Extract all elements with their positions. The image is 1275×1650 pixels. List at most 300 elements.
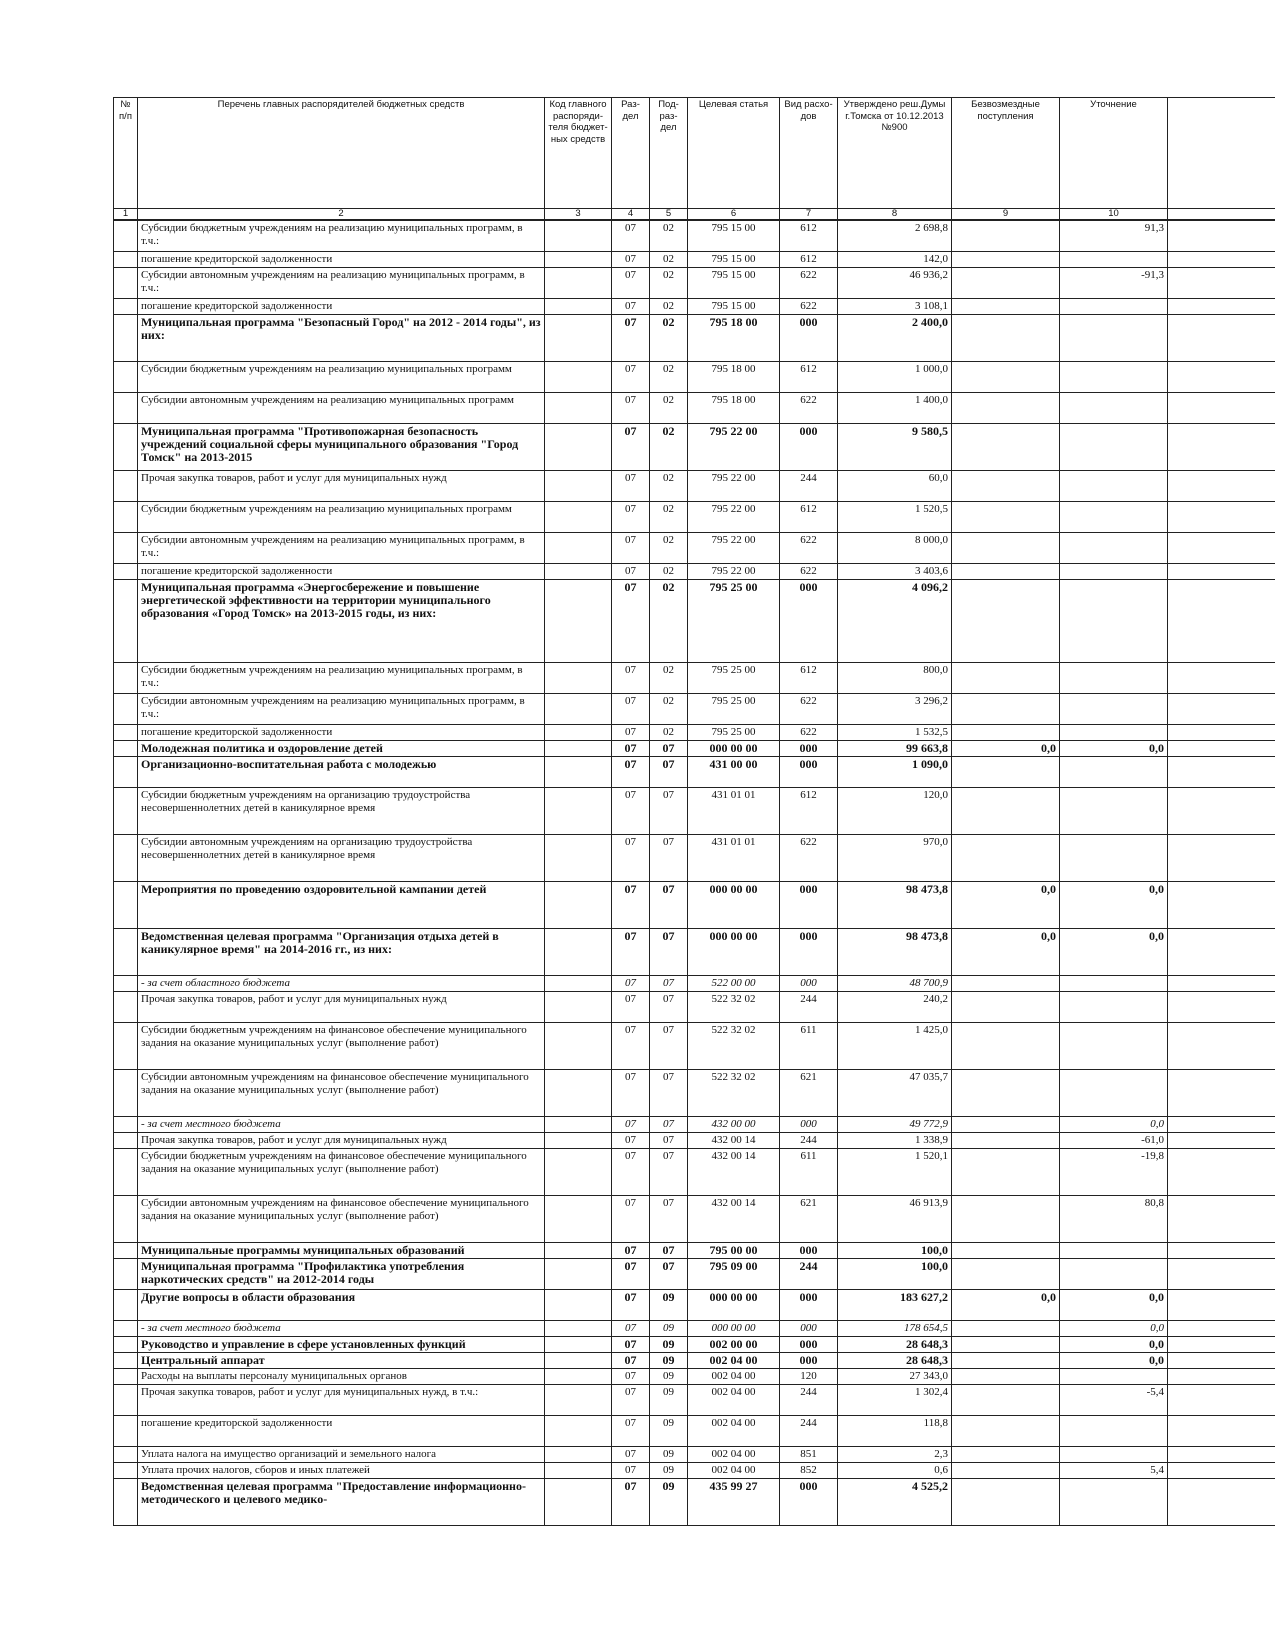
approved-amount-cell: 98 473,8 — [838, 882, 952, 929]
subsection-cell: 02 — [650, 220, 688, 252]
code-cell — [545, 1149, 612, 1196]
item-name-cell: Субсидии бюджетным учреждениям на организацию трудоустройства несовершеннолетних детей в каникулярное время — [138, 788, 545, 835]
code-cell — [545, 393, 612, 424]
approved-amount-cell: 47 035,7 — [838, 1070, 952, 1117]
grant-amount-cell — [952, 663, 1060, 694]
adjustment-cell — [1060, 1447, 1168, 1463]
adjustment-cell — [1060, 835, 1168, 882]
item-name-cell: Уплата налога на имущество организаций и земельного налога — [138, 1447, 545, 1463]
section-cell: 07 — [612, 1447, 650, 1463]
row-number-cell — [114, 362, 138, 393]
target-article-cell: 522 32 02 — [688, 1070, 780, 1117]
target-article-cell: 432 00 14 — [688, 1133, 780, 1149]
approved-amount-cell: 118,8 — [838, 1416, 952, 1447]
expense-type-cell: 244 — [780, 1416, 838, 1447]
adjustment-cell — [1060, 362, 1168, 393]
row-number-cell — [114, 1369, 138, 1385]
target-article-cell: 002 04 00 — [688, 1463, 780, 1479]
grant-amount-cell — [952, 725, 1060, 741]
section-cell: 07 — [612, 1149, 650, 1196]
subsection-cell: 07 — [650, 788, 688, 835]
adjustment-cell — [1060, 788, 1168, 835]
grant-amount-cell — [952, 580, 1060, 663]
table-row — [114, 315, 1275, 362]
row-number-cell — [114, 992, 138, 1023]
extra-cell — [1168, 1117, 1275, 1133]
approved-amount-cell: 100,0 — [838, 1259, 952, 1290]
target-article-cell: 000 00 00 — [688, 882, 780, 929]
approved-amount-cell: 27 343,0 — [838, 1369, 952, 1385]
code-cell — [545, 362, 612, 393]
subsection-cell: 09 — [650, 1369, 688, 1385]
approved-amount-cell: 142,0 — [838, 252, 952, 268]
code-cell — [545, 1117, 612, 1133]
code-cell — [545, 976, 612, 992]
approved-amount-cell: 1 302,4 — [838, 1385, 952, 1416]
section-cell: 07 — [612, 1479, 650, 1526]
extra-cell — [1168, 788, 1275, 835]
approved-amount-cell: 3 296,2 — [838, 694, 952, 725]
item-name-cell: Молодежная политика и оздоровление детей — [138, 741, 545, 757]
target-article-cell: 002 04 00 — [688, 1369, 780, 1385]
grant-amount-cell — [952, 533, 1060, 564]
grant-amount-cell — [952, 299, 1060, 315]
extra-cell — [1168, 268, 1275, 299]
table-row — [114, 580, 1275, 663]
subsection-cell: 07 — [650, 882, 688, 929]
expense-type-cell: 621 — [780, 1196, 838, 1243]
row-number-cell — [114, 929, 138, 976]
section-cell: 07 — [612, 393, 650, 424]
section-cell: 07 — [612, 268, 650, 299]
extra-cell — [1168, 1321, 1275, 1337]
item-name-cell: Муниципальная программа "Противопожарная безопасность учреждений социальной сферы муниципального образования "Город Томск" на 2013-2015 — [138, 424, 545, 471]
table-row — [114, 992, 1275, 1023]
code-cell — [545, 663, 612, 694]
approved-amount-cell: 48 700,9 — [838, 976, 952, 992]
header-cell — [1168, 98, 1275, 209]
extra-cell — [1168, 1447, 1275, 1463]
extra-cell — [1168, 1023, 1275, 1070]
approved-amount-cell: 178 654,5 — [838, 1321, 952, 1337]
section-cell: 07 — [612, 835, 650, 882]
table-row — [114, 533, 1275, 564]
row-number-cell — [114, 976, 138, 992]
row-number-cell — [114, 1243, 138, 1259]
row-number-cell — [114, 1133, 138, 1149]
subsection-cell: 09 — [650, 1416, 688, 1447]
expense-type-cell: 244 — [780, 992, 838, 1023]
row-number-cell — [114, 315, 138, 362]
code-cell — [545, 1070, 612, 1117]
table-row — [114, 1243, 1275, 1259]
subsection-cell: 09 — [650, 1479, 688, 1526]
grant-amount-cell — [952, 1133, 1060, 1149]
adjustment-cell — [1060, 564, 1168, 580]
grant-amount-cell — [952, 362, 1060, 393]
grant-amount-cell — [952, 694, 1060, 725]
code-cell — [545, 315, 612, 362]
adjustment-cell — [1060, 1416, 1168, 1447]
adjustment-cell — [1060, 533, 1168, 564]
code-cell — [545, 424, 612, 471]
column-number: 7 — [780, 209, 838, 221]
grant-amount-cell — [952, 1023, 1060, 1070]
section-cell: 07 — [612, 1290, 650, 1321]
expense-type-cell: 622 — [780, 268, 838, 299]
header-cell: Целевая статья — [688, 98, 780, 209]
section-cell: 07 — [612, 757, 650, 788]
header-cell: Код главного распоряди-теля бюджет-ных средств — [545, 98, 612, 209]
subsection-cell: 02 — [650, 268, 688, 299]
code-cell — [545, 1290, 612, 1321]
item-name-cell: Субсидии бюджетным учреждениям на реализацию муниципальных программ — [138, 502, 545, 533]
item-name-cell: Муниципальные программы муниципальных образований — [138, 1243, 545, 1259]
row-number-cell — [114, 424, 138, 471]
adjustment-cell — [1060, 1070, 1168, 1117]
target-article-cell: 000 00 00 — [688, 929, 780, 976]
target-article-cell: 000 00 00 — [688, 1321, 780, 1337]
target-article-cell: 431 00 00 — [688, 757, 780, 788]
target-article-cell: 432 00 14 — [688, 1196, 780, 1243]
code-cell — [545, 502, 612, 533]
extra-cell — [1168, 741, 1275, 757]
code-cell — [545, 1447, 612, 1463]
target-article-cell: 795 09 00 — [688, 1259, 780, 1290]
adjustment-cell: 80,8 — [1060, 1196, 1168, 1243]
code-cell — [545, 992, 612, 1023]
adjustment-cell — [1060, 725, 1168, 741]
extra-cell — [1168, 1416, 1275, 1447]
row-number-cell — [114, 1290, 138, 1321]
subsection-cell: 02 — [650, 580, 688, 663]
subsection-cell: 07 — [650, 1023, 688, 1070]
target-article-cell: 795 22 00 — [688, 424, 780, 471]
adjustment-cell — [1060, 1259, 1168, 1290]
grant-amount-cell — [952, 315, 1060, 362]
grant-amount-cell — [952, 1070, 1060, 1117]
adjustment-cell — [1060, 1243, 1168, 1259]
section-cell: 07 — [612, 1023, 650, 1070]
table-row — [114, 757, 1275, 788]
item-name-cell: погашение кредиторской задолженности — [138, 299, 545, 315]
adjustment-cell — [1060, 1479, 1168, 1526]
adjustment-cell — [1060, 299, 1168, 315]
table-row — [114, 976, 1275, 992]
adjustment-cell: 5,4 — [1060, 1463, 1168, 1479]
row-number-cell — [114, 1321, 138, 1337]
column-number: 3 — [545, 209, 612, 221]
adjustment-cell — [1060, 252, 1168, 268]
subsection-cell: 02 — [650, 315, 688, 362]
expense-type-cell: 120 — [780, 1369, 838, 1385]
extra-cell — [1168, 1463, 1275, 1479]
subsection-cell: 02 — [650, 663, 688, 694]
extra-cell — [1168, 1133, 1275, 1149]
grant-amount-cell — [952, 788, 1060, 835]
expense-type-cell: 000 — [780, 1337, 838, 1353]
target-article-cell: 795 15 00 — [688, 268, 780, 299]
target-article-cell: 522 00 00 — [688, 976, 780, 992]
row-number-cell — [114, 1479, 138, 1526]
row-number-cell — [114, 663, 138, 694]
table-row — [114, 220, 1275, 252]
expense-type-cell: 000 — [780, 1243, 838, 1259]
item-name-cell: Муниципальная программа «Энергосбережение и повышение энергетической эффективности на территории муниципального образования «Город Томск» на 2013-2015 годы, из них: — [138, 580, 545, 663]
adjustment-cell: 0,0 — [1060, 741, 1168, 757]
section-cell: 07 — [612, 315, 650, 362]
table-row — [114, 268, 1275, 299]
header-cell: Раз-дел — [612, 98, 650, 209]
item-name-cell: Мероприятия по проведению оздоровительной кампании детей — [138, 882, 545, 929]
grant-amount-cell — [952, 471, 1060, 502]
row-number-cell — [114, 471, 138, 502]
approved-amount-cell: 4 525,2 — [838, 1479, 952, 1526]
column-number: 4 — [612, 209, 650, 221]
approved-amount-cell: 46 913,9 — [838, 1196, 952, 1243]
subsection-cell: 07 — [650, 1243, 688, 1259]
table-row — [114, 299, 1275, 315]
adjustment-cell — [1060, 502, 1168, 533]
table-row — [114, 1133, 1275, 1149]
approved-amount-cell: 2 400,0 — [838, 315, 952, 362]
approved-amount-cell: 1 520,1 — [838, 1149, 952, 1196]
grant-amount-cell — [952, 1447, 1060, 1463]
code-cell — [545, 694, 612, 725]
table-row — [114, 1070, 1275, 1117]
code-cell — [545, 1023, 612, 1070]
approved-amount-cell: 8 000,0 — [838, 533, 952, 564]
grant-amount-cell — [952, 564, 1060, 580]
expense-type-cell: 622 — [780, 694, 838, 725]
extra-cell — [1168, 1337, 1275, 1353]
target-article-cell: 000 00 00 — [688, 741, 780, 757]
expense-type-cell: 612 — [780, 502, 838, 533]
target-article-cell: 795 22 00 — [688, 533, 780, 564]
code-cell — [545, 1369, 612, 1385]
target-article-cell: 435 99 27 — [688, 1479, 780, 1526]
row-number-cell — [114, 1117, 138, 1133]
subsection-cell: 02 — [650, 502, 688, 533]
subsection-cell: 09 — [650, 1353, 688, 1369]
target-article-cell: 795 18 00 — [688, 362, 780, 393]
grant-amount-cell: 0,0 — [952, 882, 1060, 929]
approved-amount-cell: 3 108,1 — [838, 299, 952, 315]
extra-cell — [1168, 882, 1275, 929]
approved-amount-cell: 2 698,8 — [838, 220, 952, 252]
expense-type-cell: 852 — [780, 1463, 838, 1479]
approved-amount-cell: 46 936,2 — [838, 268, 952, 299]
approved-amount-cell: 98 473,8 — [838, 929, 952, 976]
target-article-cell: 002 04 00 — [688, 1416, 780, 1447]
item-name-cell: Прочая закупка товаров, работ и услуг для муниципальных нужд — [138, 471, 545, 502]
section-cell: 07 — [612, 1416, 650, 1447]
code-cell — [545, 471, 612, 502]
section-cell: 07 — [612, 992, 650, 1023]
code-cell — [545, 1243, 612, 1259]
expense-type-cell: 851 — [780, 1447, 838, 1463]
expense-type-cell: 612 — [780, 220, 838, 252]
item-name-cell: Субсидии бюджетным учреждениям на реализацию муниципальных программ — [138, 362, 545, 393]
table-row — [114, 929, 1275, 976]
approved-amount-cell: 3 403,6 — [838, 564, 952, 580]
table-row — [114, 471, 1275, 502]
grant-amount-cell — [952, 1337, 1060, 1353]
extra-cell — [1168, 1290, 1275, 1321]
item-name-cell: Субсидии автономным учреждениям на финансовое обеспечение муниципального задания на оказание муниципальных услуг (выполнение работ) — [138, 1196, 545, 1243]
grant-amount-cell — [952, 424, 1060, 471]
extra-cell — [1168, 929, 1275, 976]
item-name-cell: Субсидии автономным учреждениям на реализацию муниципальных программ, в т.ч.: — [138, 694, 545, 725]
section-cell: 07 — [612, 725, 650, 741]
row-number-cell — [114, 1416, 138, 1447]
table-row — [114, 882, 1275, 929]
header-cell: Под-раз-дел — [650, 98, 688, 209]
subsection-cell: 09 — [650, 1385, 688, 1416]
table-row — [114, 835, 1275, 882]
column-number: 10 — [1060, 209, 1168, 221]
subsection-cell: 02 — [650, 362, 688, 393]
budget-table — [113, 97, 1275, 1526]
row-number-cell — [114, 882, 138, 929]
section-cell: 07 — [612, 471, 650, 502]
approved-amount-cell: 49 772,9 — [838, 1117, 952, 1133]
target-article-cell: 795 15 00 — [688, 220, 780, 252]
item-name-cell: Субсидии бюджетным учреждениям на финансовое обеспечение муниципального задания на оказание муниципальных услуг (выполнение работ) — [138, 1149, 545, 1196]
expense-type-cell: 244 — [780, 471, 838, 502]
approved-amount-cell: 800,0 — [838, 663, 952, 694]
header-row — [114, 98, 1275, 209]
extra-cell — [1168, 1369, 1275, 1385]
extra-cell — [1168, 835, 1275, 882]
section-cell: 07 — [612, 1337, 650, 1353]
section-cell: 07 — [612, 1321, 650, 1337]
target-article-cell: 431 01 01 — [688, 835, 780, 882]
table-row — [114, 393, 1275, 424]
expense-type-cell: 000 — [780, 1479, 838, 1526]
extra-cell — [1168, 757, 1275, 788]
approved-amount-cell: 2,3 — [838, 1447, 952, 1463]
code-cell — [545, 1353, 612, 1369]
subsection-cell: 02 — [650, 471, 688, 502]
row-number-cell — [114, 788, 138, 835]
adjustment-cell — [1060, 694, 1168, 725]
column-number — [1168, 209, 1275, 221]
target-article-cell: 002 04 00 — [688, 1353, 780, 1369]
approved-amount-cell: 1 520,5 — [838, 502, 952, 533]
adjustment-cell: -19,8 — [1060, 1149, 1168, 1196]
extra-cell — [1168, 976, 1275, 992]
item-name-cell: Субсидии автономным учреждениям на организацию трудоустройства несовершеннолетних детей в каникулярное время — [138, 835, 545, 882]
subsection-cell: 02 — [650, 252, 688, 268]
grant-amount-cell — [952, 835, 1060, 882]
section-cell: 07 — [612, 788, 650, 835]
extra-cell — [1168, 1353, 1275, 1369]
section-cell: 07 — [612, 533, 650, 564]
subsection-cell: 07 — [650, 1070, 688, 1117]
grant-amount-cell — [952, 502, 1060, 533]
approved-amount-cell: 100,0 — [838, 1243, 952, 1259]
grant-amount-cell — [952, 1149, 1060, 1196]
item-name-cell: погашение кредиторской задолженности — [138, 725, 545, 741]
section-cell: 07 — [612, 502, 650, 533]
target-article-cell: 795 00 00 — [688, 1243, 780, 1259]
item-name-cell: Прочая закупка товаров, работ и услуг для муниципальных нужд — [138, 992, 545, 1023]
expense-type-cell: 000 — [780, 929, 838, 976]
row-number-cell — [114, 1385, 138, 1416]
subsection-cell: 02 — [650, 299, 688, 315]
header-cell: Вид расхо-дов — [780, 98, 838, 209]
table-row — [114, 1196, 1275, 1243]
expense-type-cell: 622 — [780, 393, 838, 424]
section-cell: 07 — [612, 694, 650, 725]
target-article-cell: 002 04 00 — [688, 1385, 780, 1416]
code-cell — [545, 882, 612, 929]
row-number-cell — [114, 580, 138, 663]
subsection-cell: 07 — [650, 992, 688, 1023]
extra-cell — [1168, 393, 1275, 424]
extra-cell — [1168, 1243, 1275, 1259]
grant-amount-cell — [952, 1479, 1060, 1526]
adjustment-cell — [1060, 757, 1168, 788]
table-row — [114, 1385, 1275, 1416]
adjustment-cell: 0,0 — [1060, 1353, 1168, 1369]
table-row — [114, 564, 1275, 580]
extra-cell — [1168, 564, 1275, 580]
expense-type-cell: 000 — [780, 976, 838, 992]
extra-cell — [1168, 502, 1275, 533]
expense-type-cell: 622 — [780, 533, 838, 564]
header-cell: Перечень главных распорядителей бюджетных средств — [138, 98, 545, 209]
item-name-cell: Ведомственная целевая программа "Организация отдыха детей в каникулярное время" на 2014-2016 гг., из них: — [138, 929, 545, 976]
code-cell — [545, 220, 612, 252]
adjustment-cell — [1060, 471, 1168, 502]
section-cell: 07 — [612, 1259, 650, 1290]
extra-cell — [1168, 252, 1275, 268]
extra-cell — [1168, 424, 1275, 471]
grant-amount-cell — [952, 1321, 1060, 1337]
expense-type-cell: 612 — [780, 663, 838, 694]
column-number: 2 — [138, 209, 545, 221]
target-article-cell: 432 00 00 — [688, 1117, 780, 1133]
expense-type-cell: 000 — [780, 757, 838, 788]
row-number-cell — [114, 252, 138, 268]
subsection-cell: 02 — [650, 564, 688, 580]
expense-type-cell: 000 — [780, 741, 838, 757]
code-cell — [545, 1259, 612, 1290]
table-row — [114, 1290, 1275, 1321]
table-row — [114, 1447, 1275, 1463]
grant-amount-cell: 0,0 — [952, 1290, 1060, 1321]
approved-amount-cell: 183 627,2 — [838, 1290, 952, 1321]
header-cell: Утверждено реш.Думы г.Томска от 10.12.2013 №900 — [838, 98, 952, 209]
adjustment-cell: -61,0 — [1060, 1133, 1168, 1149]
approved-amount-cell: 1 000,0 — [838, 362, 952, 393]
expense-type-cell: 000 — [780, 882, 838, 929]
row-number-cell — [114, 299, 138, 315]
code-cell — [545, 299, 612, 315]
target-article-cell: 431 01 01 — [688, 788, 780, 835]
item-name-cell: Субсидии автономным учреждениям на реализацию муниципальных программ — [138, 393, 545, 424]
expense-type-cell: 622 — [780, 564, 838, 580]
grant-amount-cell — [952, 1463, 1060, 1479]
grant-amount-cell: 0,0 — [952, 741, 1060, 757]
expense-type-cell: 611 — [780, 1149, 838, 1196]
row-number-cell — [114, 1353, 138, 1369]
grant-amount-cell — [952, 393, 1060, 424]
row-number-cell — [114, 1447, 138, 1463]
code-cell — [545, 788, 612, 835]
